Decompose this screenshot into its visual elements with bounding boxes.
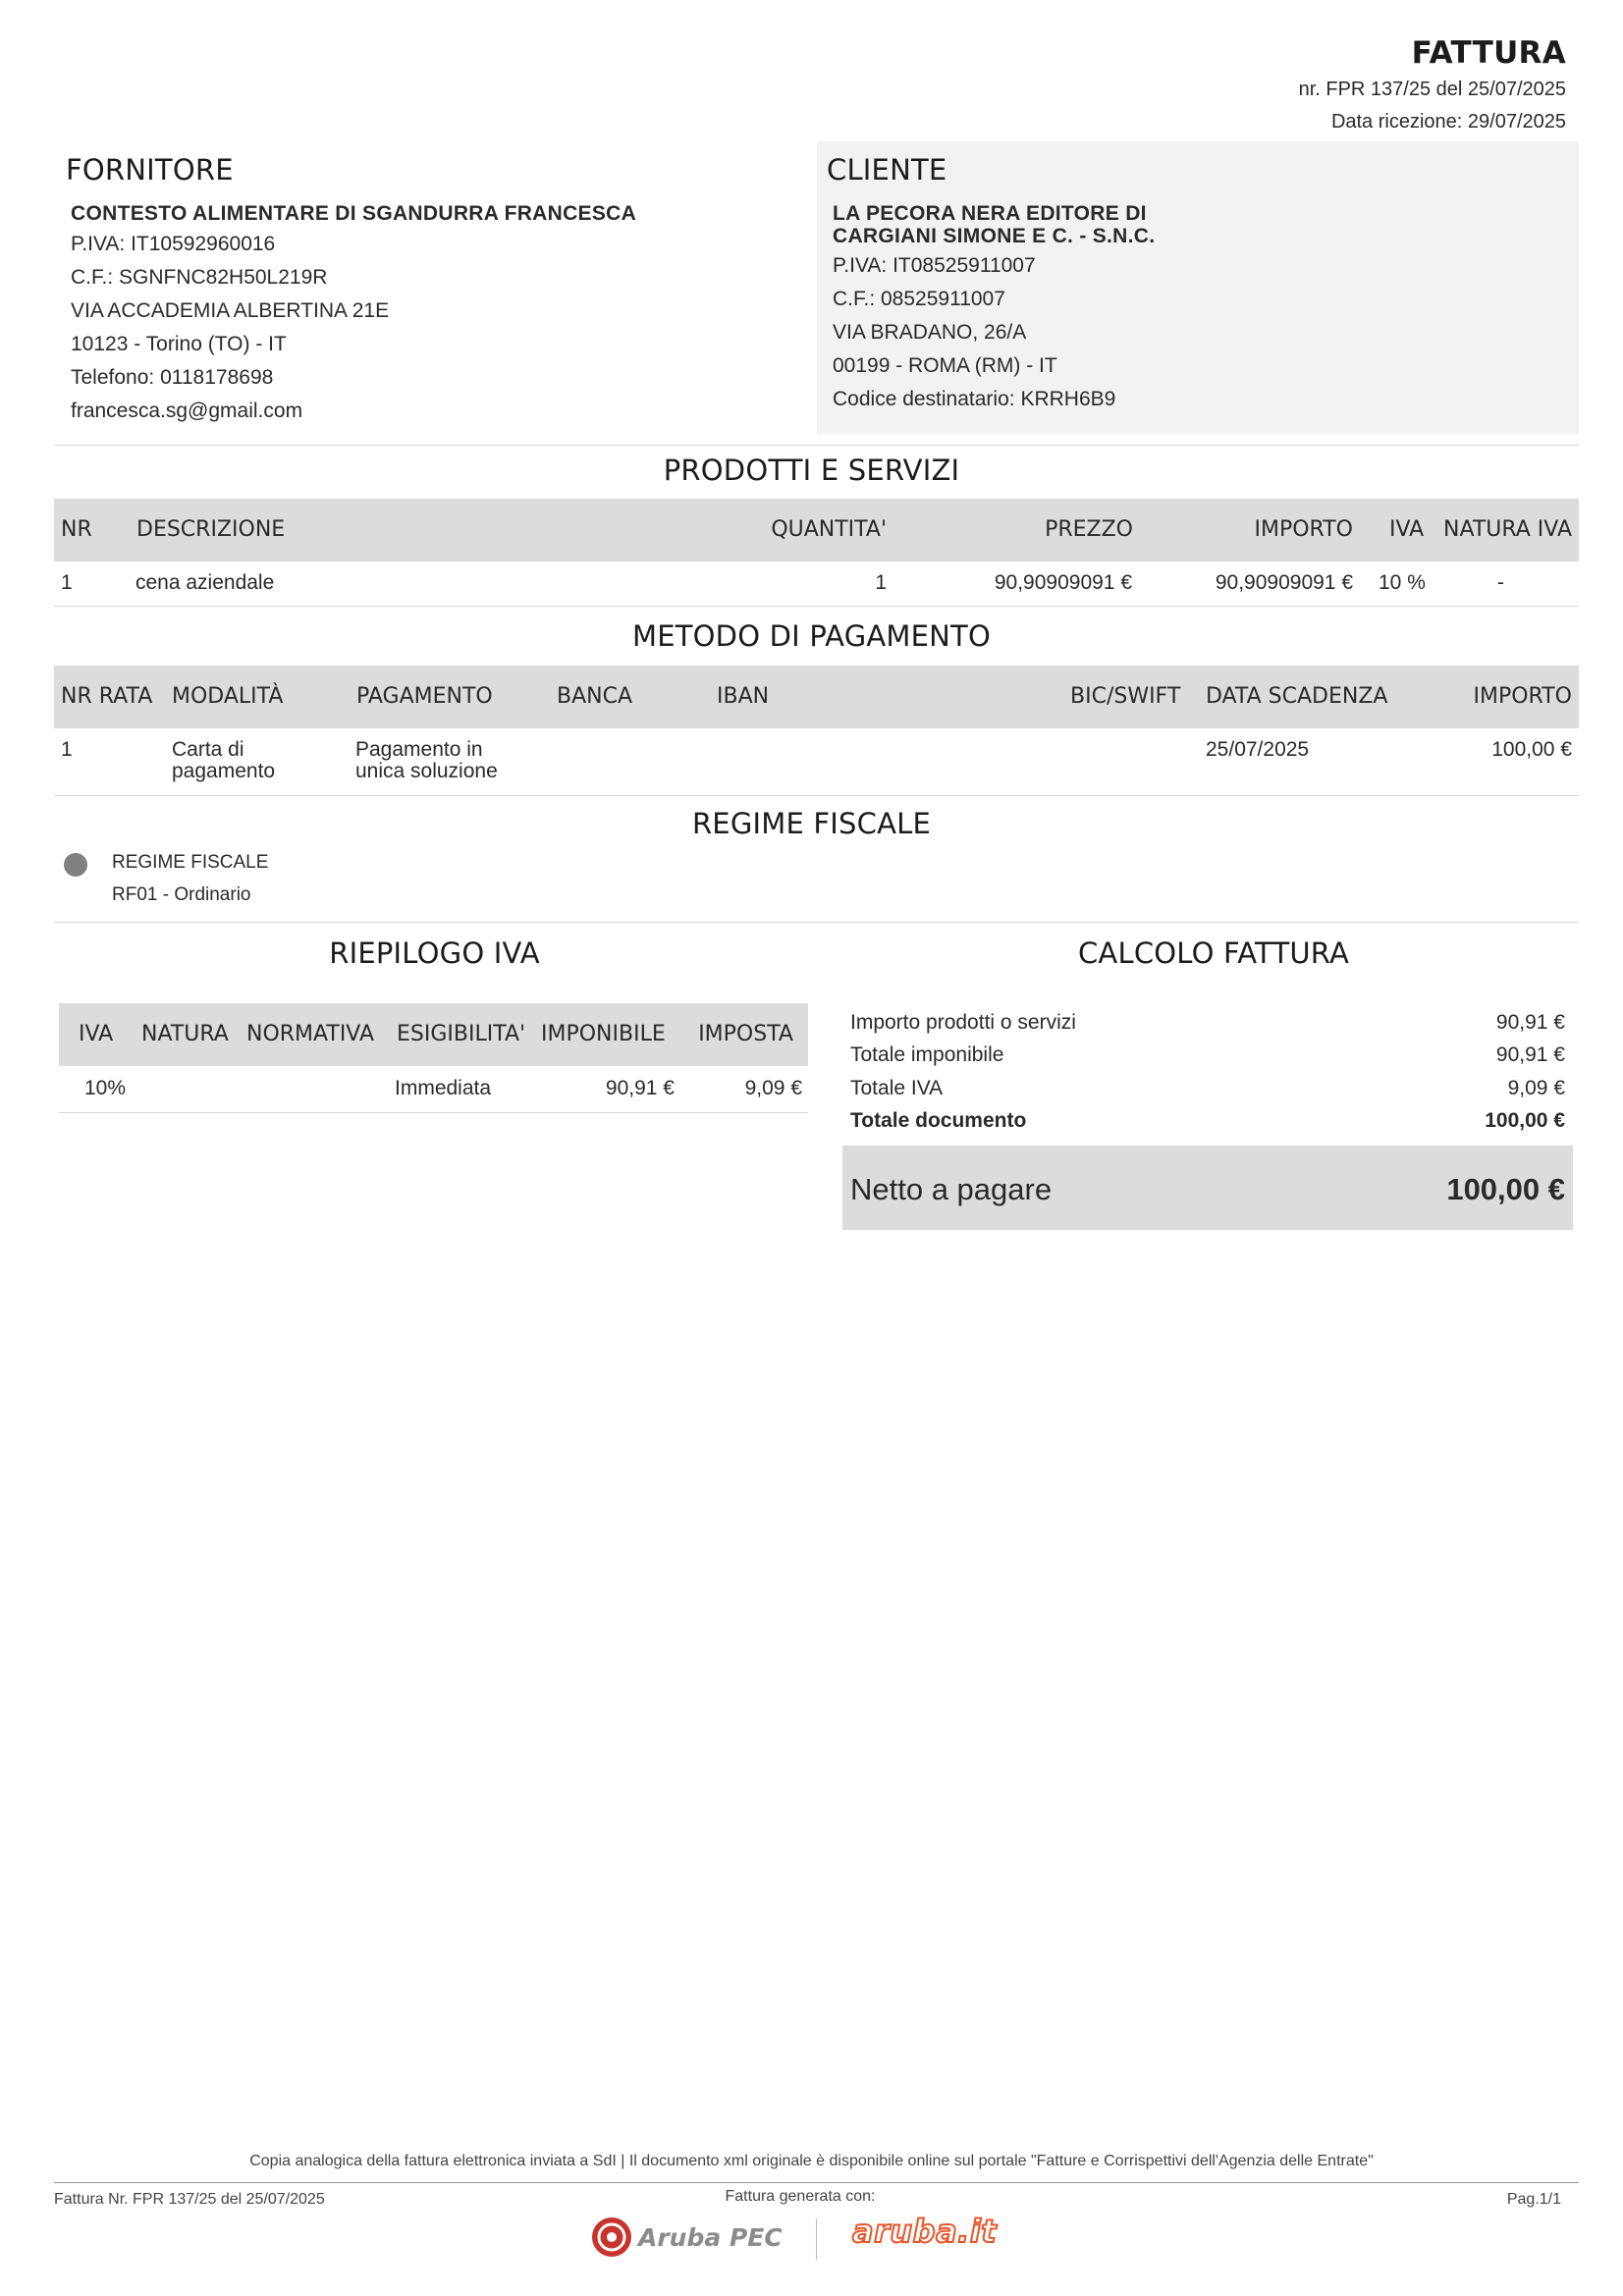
invoice-title: FATTURA [1411,35,1566,71]
supplier-details [71,228,389,428]
client-name-line1: LA PECORA NERA EDITORE DI [833,202,1147,225]
supplier-vat: P.IVA: IT10592960016 [71,233,276,255]
col-quantita: QUANTITA' [771,517,887,542]
col-prezzo: PREZZO [1045,517,1133,542]
divider [59,1112,808,1113]
col-nr: NR [61,517,92,542]
footer-invoice-ref: Fattura Nr. FPR 137/25 del 25/07/2025 [54,2191,325,2208]
net-to-pay-label: Netto a pagare [850,1172,1053,1206]
col-normativa: NORMATIVA [246,1022,375,1046]
cell-esigibilita: Immediata [395,1077,492,1099]
calc-label: Totale documento [850,1109,1027,1132]
col-iban: IBAN [717,684,770,709]
supplier-block [54,147,800,432]
client-recipient-code: Codice destinatario: KRRH6B9 [833,388,1116,410]
invoice-number: nr. FPR 137/25 del 25/07/2025 [1298,79,1566,100]
regime-bullet-icon [64,853,87,877]
col-importo: IMPORTO [1473,684,1572,709]
supplier-tax-code: C.F.: SGNFNC82H50L219R [71,266,328,289]
client-heading: CLIENTE [827,153,947,187]
calc-label: Totale IVA [850,1077,944,1099]
client-address: VIA BRADANO, 26/A [833,321,1027,344]
calc-label: Totale imponibile [850,1043,1004,1066]
calc-row-importo [850,1011,1565,1035]
logo-separator [816,2218,817,2260]
supplier-name: CONTESTO ALIMENTARE DI SGANDURRA FRANCESCA [71,202,637,225]
calc-value: 9,09 € [1507,1077,1565,1099]
cell-pagamento-line1: Pagamento in [355,738,483,761]
client-vat: P.IVA: IT08525911007 [833,254,1036,277]
col-modalita: MODALITÀ [172,684,284,709]
footer-note: Copia analogica della fattura elettronica inviata a SdI | Il documento xml originale è disponibile online sul portale "Fatture e Corrispettivi dell'Agenzia delle Entrate" [249,2153,1374,2169]
col-natura: NATURA [141,1022,229,1046]
client-tax-code: C.F.: 08525911007 [833,288,1005,310]
products-table-header [54,499,1579,561]
supplier-heading: FORNITORE [66,153,234,187]
calc-title: CALCOLO FATTURA [1077,936,1350,970]
cell-natura: - [1497,571,1504,594]
col-banca: BANCA [557,684,633,709]
aruba-it-logo: aruba.it [852,2213,998,2250]
cell-iva: 10% [84,1077,127,1099]
regime-title: REGIME FISCALE [691,807,932,840]
col-imponibile: IMPONIBILE [541,1022,666,1046]
net-to-pay-value: 100,00 € [1446,1172,1565,1206]
client-name-line2: CARGIANI SIMONE E C. - S.N.C. [833,225,1156,247]
col-iva: IVA [79,1022,114,1046]
table-row [54,561,1579,607]
divider [54,445,1579,446]
footer-divider [54,2182,1579,2183]
col-pagamento: PAGAMENTO [356,684,493,709]
col-data-scadenza: DATA SCADENZA [1206,684,1388,709]
col-nr-rata: NR RATA [61,684,153,709]
cell-scadenza: 25/07/2025 [1206,738,1310,761]
calc-row-imponibile [850,1043,1565,1067]
aruba-pec-logo [589,2215,785,2260]
cell-prezzo: 90,90909091 € [994,571,1132,594]
calc-label: Importo prodotti o servizi [850,1011,1076,1034]
cell-descrizione: cena aziendale [135,571,275,594]
footer-generated-with: Fattura generata con: [725,2188,876,2205]
supplier-address: VIA ACCADEMIA ALBERTINA 21E [71,299,390,322]
payment-title: METODO DI PAGAMENTO [631,619,991,653]
client-block [817,141,1579,434]
table-row [59,1066,808,1113]
cell-nr: 1 [61,571,73,594]
divider [54,795,1579,796]
col-bic: BIC/SWIFT [1070,684,1181,709]
calc-row-iva [850,1077,1565,1100]
divider [54,922,1579,923]
col-imposta: IMPOSTA [698,1022,793,1046]
col-descrizione: DESCRIZIONE [136,517,286,542]
aruba-pec-seal-icon [589,2215,634,2260]
divider [54,606,1579,607]
net-to-pay-box [842,1146,1573,1230]
col-iva: IVA [1389,517,1425,542]
cell-imponibile: 90,91 € [605,1077,675,1099]
footer-page-number: Pag.1/1 [1506,2191,1561,2208]
col-natura-iva: NATURA IVA [1443,517,1572,542]
vat-table-header [59,1003,808,1066]
calc-value: 90,91 € [1495,1011,1565,1034]
cell-quantita: 1 [875,571,887,594]
cell-modalita-line1: Carta di [172,738,244,761]
client-details [833,249,1115,416]
cell-pagamento-line2: unica soluzione [355,760,498,782]
client-city: 00199 - ROMA (RM) - IT [833,354,1057,377]
regime-value: RF01 - Ordinario [112,884,251,905]
supplier-phone: Telefono: 0118178698 [71,366,274,389]
payment-table-header [54,666,1579,728]
cell-imposta: 9,09 € [744,1077,802,1099]
aruba-pec-logo-text: Aruba PEC [638,2223,783,2252]
cell-importo: 90,90909091 € [1215,571,1353,594]
calc-value: 90,91 € [1495,1043,1565,1066]
supplier-email[interactable]: francesca.sg@gmail.com [71,400,303,422]
calc-row-totale [850,1109,1565,1133]
col-importo: IMPORTO [1254,517,1353,542]
regime-label: REGIME FISCALE [112,852,269,873]
vat-summary-title: RIEPILOGO IVA [329,936,540,970]
table-row [54,728,1579,795]
cell-iva: 10 % [1379,571,1426,594]
calc-value: 100,00 € [1485,1109,1565,1132]
cell-nr-rata: 1 [61,738,73,761]
supplier-city: 10123 - Torino (TO) - IT [71,333,287,355]
products-title: PRODOTTI E SERVIZI [663,454,960,487]
invoice-received-date: Data ricezione: 29/07/2025 [1330,111,1566,133]
cell-modalita-line2: pagamento [172,760,276,782]
cell-importo: 100,00 € [1491,738,1572,761]
col-esigibilita: ESIGIBILITA' [397,1022,526,1046]
